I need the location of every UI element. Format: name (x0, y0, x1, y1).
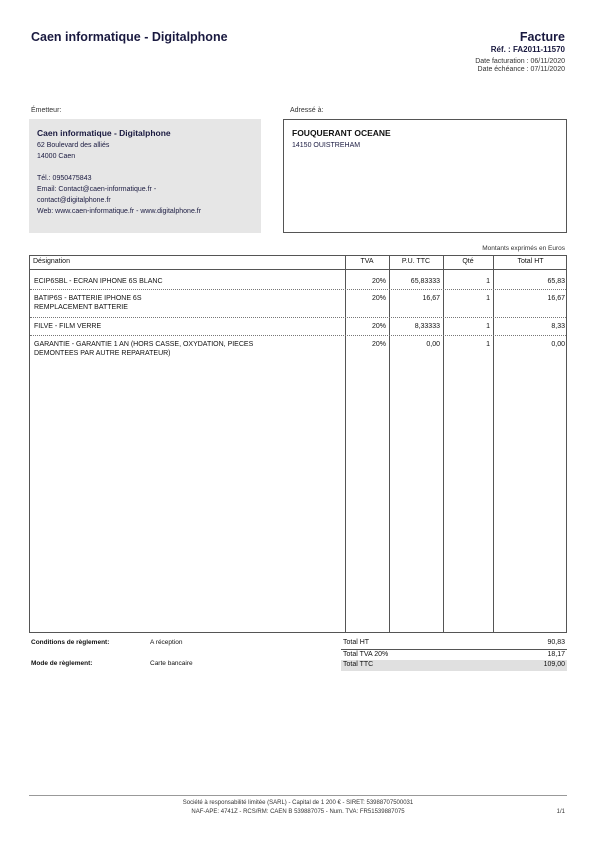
row-tva: 20% (371, 295, 386, 302)
row-unit-price: 16,67 (422, 295, 440, 302)
issuer-address-line2: 14000 Caen (37, 153, 76, 160)
payment-mode-value: Carte bancaire (150, 660, 193, 667)
row-quantity: 1 (486, 323, 490, 330)
page-number: 1/1 (556, 809, 565, 815)
header-total-ht: Total HT (517, 258, 544, 265)
payment-terms-label: Conditions de règlement: (31, 639, 110, 646)
total-ht-label: Total HT (343, 639, 370, 646)
items-table (29, 255, 567, 633)
payment-terms-value: A réception (150, 639, 183, 646)
row-total: 0,00 (551, 341, 565, 348)
payment-mode-label: Mode de règlement: (31, 660, 93, 667)
footer-divider (29, 795, 567, 796)
footer-legal-line2: NAF-APE: 4741Z - RCS/RM: CAEN B 539887075 - Num. TVA: FR51539887075 (191, 809, 405, 815)
issuer-name: Caen informatique - Digitalphone (37, 128, 171, 138)
total-ht-value: 90,83 (547, 639, 565, 646)
row-quantity: 1 (486, 341, 490, 348)
row-tva: 20% (371, 341, 386, 348)
row-quantity: 1 (486, 278, 490, 285)
total-tva-row (341, 649, 567, 660)
row-designation: GARANTIE - GARANTIE 1 AN (HORS CASSE, OXYDATION, PIECES DEMONTEES PAR AUTRE REPARATEUR) (34, 341, 254, 357)
row-quantity: 1 (486, 295, 490, 302)
row-tva: 20% (371, 323, 386, 330)
total-ttc-value: 109,00 (543, 661, 565, 668)
row-tva: 20% (371, 278, 386, 285)
due-date: Date échéance : 07/11/2020 (477, 66, 565, 73)
row-total: 16,67 (547, 295, 565, 302)
total-ht-row (341, 638, 567, 649)
invoice-date: Date facturation : 06/11/2020 (475, 58, 565, 65)
recipient-box (283, 119, 567, 233)
header-tva: TVA (360, 258, 374, 265)
row-unit-price: 65,83333 (410, 278, 440, 285)
header-quantity: Qté (462, 258, 474, 265)
recipient-label: Adressé à: (290, 107, 324, 114)
row-designation: FILVE - FILM VERRE (34, 323, 102, 330)
total-tva-value: 18,17 (547, 651, 565, 658)
footer-legal-line1: Société à responsabilité limitée (SARL) - Capital de 1 200 € - SIRET: 53988707500031 (182, 800, 414, 806)
total-ttc-row (341, 660, 567, 671)
issuer-phone: Tél.: 0950475843 (37, 175, 92, 182)
currency-note: Montants exprimés en Euros (482, 245, 565, 252)
company-title: Caen informatique - Digitalphone (31, 30, 228, 44)
recipient-name: FOUQUERANT OCEANE (292, 128, 391, 138)
recipient-address: 14150 OUISTREHAM (292, 142, 361, 149)
row-designation: BATIP6S - BATTERIE IPHONE 6S REMPLACEMENT BATTERIE (34, 295, 142, 311)
row-unit-price: 0,00 (426, 341, 440, 348)
issuer-website: Web: www.caen-informatique.fr - www.digitalphone.fr (37, 208, 202, 215)
header-unit-price: P.U. TTC (401, 258, 431, 265)
header-designation: Désignation (33, 258, 70, 265)
total-tva-label: Total TVA 20% (343, 651, 389, 658)
row-total: 8,33 (551, 323, 565, 330)
row-designation: ECIP6SBL - ECRAN IPHONE 6S BLANC (34, 278, 163, 285)
issuer-label: Émetteur: (31, 107, 62, 114)
invoice-reference: Réf. : FA2011-11570 (490, 45, 565, 54)
issuer-address-line1: 62 Boulevard des alliés (37, 142, 110, 149)
document-type: Facture (519, 30, 565, 44)
issuer-box (29, 119, 261, 233)
row-total: 65,83 (547, 278, 565, 285)
issuer-email-line1: Email: Contact@caen-informatique.fr - (37, 186, 157, 193)
row-unit-price: 8,33333 (414, 323, 440, 330)
issuer-email-line2: contact@digitalphone.fr (37, 197, 111, 204)
total-ttc-label: Total TTC (343, 661, 374, 668)
